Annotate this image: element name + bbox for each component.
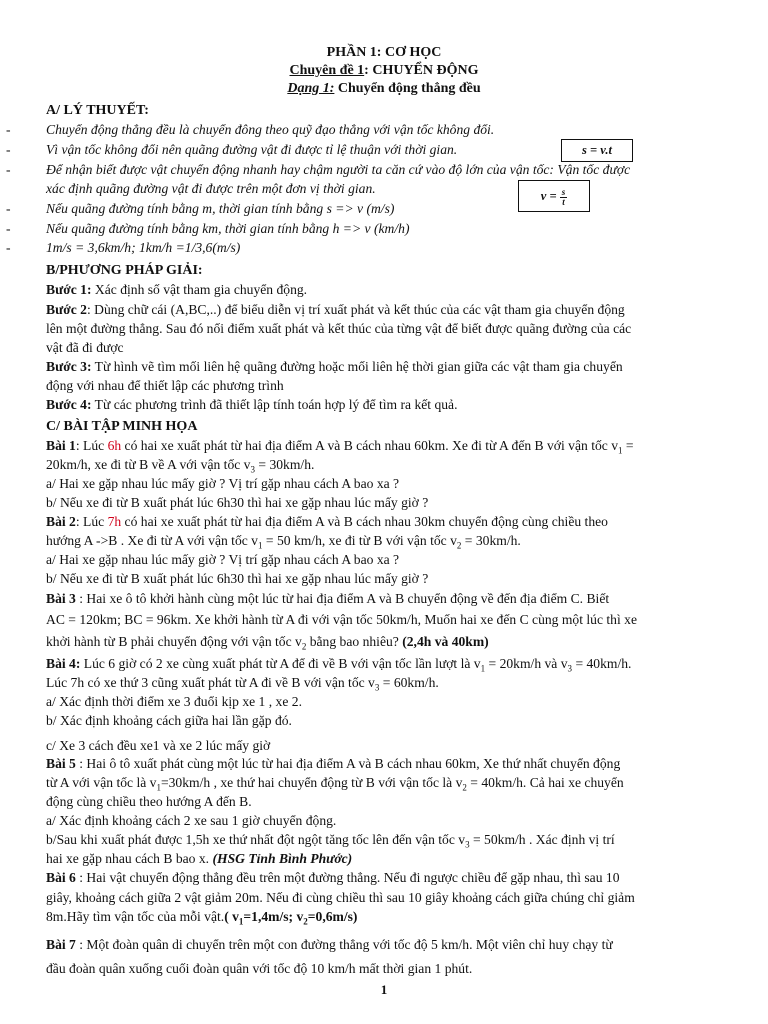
theory-item: - Chuyển động thẳng đều là chuyển đông theo quỹ đạo thẳng với vận tốc không đổi. [6, 122, 495, 137]
theory-item: - Để nhận biết được vật chuyển động nhanh hay chậm người ta căn cứ vào độ lớn của vận tốc: Vận tốc được [6, 162, 631, 177]
exercise-5-question-b: b/Sau khi xuất phát được 1,5h xe thứ nhất đột ngột tăng tốc lên đến vận tốc $v_3 = 50km/h$ . Xác định vị trí [46, 832, 615, 850]
exercises-heading: C/ BÀI TẬP MINH HỌA [46, 419, 198, 434]
exercise-1-cont: 20km/h, xe đi từ B về A với vận tốc $v_3 = 30km/h$. [46, 457, 315, 475]
topic-title [0, 62, 768, 79]
exercise-1-question-a: a/ Hai xe gặp nhau lúc mấy giờ ? Vị trí gặp nhau cách A bao xa ? [46, 476, 400, 491]
exercise-5: Bài 5 : Hai ô tô xuất phát cùng một lúc từ hai địa điểm A và B cách nhau 60km, Xe thứ nhất chuyển động [46, 756, 621, 771]
method-step-cont: lên một đường thẳng. Sau đó nối điểm xuất phát và kết thúc của từng vật để biết được quãng đường của các [46, 321, 632, 336]
theory-heading: A/ LÝ THUYẾT: [46, 103, 149, 118]
exercise-3-cont: AC = 120km; BC = 96km. Xe khởi hành từ A đi với vận tốc 50km/h, Muốn hai xe đến C cùng một lúc thì xe [46, 612, 637, 627]
method-heading: B/PHƯƠNG PHÁP GIẢI: [46, 263, 203, 278]
exercise-2-question-b: b/ Nếu xe đi từ B xuất phát lúc 6h30 thì hai xe gặp nhau lúc mấy giờ ? [46, 571, 429, 586]
exercise-6-cont: 8m.Hãy tìm vận tốc của mỗi vật.( $v_1=1,4m/s$; $v_2=0,6m/s$) [46, 909, 358, 927]
exercise-1: Bài 1: Lúc 6h có hai xe xuất phát từ hai địa điểm A và B cách nhau 60km. Xe đi từ A đến B với vận tốc $v_1$ = [46, 438, 634, 456]
exercise-4-cont: Lúc 7h có xe thứ 3 cũng xuất phát từ A đi về B với vận tốc $v_3 = 60km/h$. [46, 675, 439, 693]
exercise-7-cont: đầu đoàn quân xuống cuối đoàn quân với tốc độ 10 km/h mất thời gian 1 phút. [46, 961, 473, 976]
formula-distance: s = v.t [561, 139, 633, 162]
exercise-6: Bài 6 : Hai vật chuyển động thẳng đều trên một đường thẳng. Nếu đi ngược chiều để gặp nhau, thì sau 10 [46, 870, 620, 885]
exercise-5-source: (HSG Tỉnh Bình Phước) [212, 851, 353, 866]
theory-item: - 1m/s = 3,6km/h; 1km/h =1/3,6(m/s) [6, 240, 241, 255]
type-title [0, 80, 768, 97]
exercise-2-cont: hướng A ->B . Xe đi từ A với vận tốc $v_1 = 50$ km/h, xe đi từ B với vận tốc $v_2 = 30km/h$. [46, 533, 521, 551]
method-step: Bước 3: Từ hình vẽ tìm mối liên hệ quãng đường hoặc mối liên hệ thời gian giữa các vật tham gia chuyển [46, 359, 623, 374]
page-number: 1 [380, 982, 388, 997]
exercise-4: Bài 4: Lúc 6 giờ có 2 xe cùng xuất phát từ A để đi về B với vận tốc lần lượt là $v_1 = 20km/h$ và $v_3 = 40km/h$. [46, 656, 632, 674]
theory-item: - Nếu quãng đường tính bằng m, thời gian tính bằng s => v (m/s) [6, 201, 395, 216]
exercise-4-question-c: c/ Xe 3 cách đều xe1 và xe 2 lúc mấy giờ [46, 738, 271, 753]
method-step-cont: động với nhau để thiết lập các phương trình [46, 378, 284, 393]
theory-item: xác định quãng đường vật đi được trên một đơn vị thời gian. [46, 181, 376, 196]
method-step: Bước 4: Từ các phương trình đã thiết lập tính toán hợp lý để tìm ra kết quả. [46, 397, 458, 412]
method-step: Bước 2: Dùng chữ cái (A,BC,..) để biểu diễn vị trí xuất phát và kết thúc của các vật tham gia chuyển động [46, 302, 625, 317]
exercise-1-question-b: b/ Nếu xe đi từ B xuất phát lúc 6h30 thì hai xe gặp nhau lúc mấy giờ ? [46, 495, 429, 510]
theory-item: - Nếu quãng đường tính bằng km, thời gian tính bằng h => v (km/h) [6, 221, 410, 236]
exercise-5-cont: từ A với vận tốc là $v_1=30km/h$ , xe thứ hai chuyển động từ B với vận tốc là $v_2 = 40km/h$. Cả hai xe chuyển [46, 775, 624, 793]
formula-velocity: v = $\frac{s}{t}$ [518, 180, 590, 212]
type-label: Dạng 1: [287, 81, 335, 96]
exercise-3-cont: khởi hành từ B phải chuyển động với vận tốc $v_2$ bằng bao nhiêu? (2,4h và 40km) [46, 634, 489, 652]
exercise-6-cont: giây, khoảng cách giữa 2 vật giảm 20m. Nếu đi cùng chiều thì sau 10 giây khoảng cách giữa chúng chỉ giảm [46, 890, 635, 905]
exercise-7: Bài 7 : Một đoàn quân di chuyển trên một con đường thẳng với tốc độ 5 km/h. Một viên chỉ huy chạy từ [46, 937, 613, 952]
topic-name: : CHUYỂN ĐỘNG [364, 63, 479, 78]
exercise-2-question-a: a/ Hai xe gặp nhau lúc mấy giờ ? Vị trí gặp nhau cách A bao xa ? [46, 552, 400, 567]
method-step-cont: vật đã đi được [46, 340, 124, 355]
theory-item: - Vì vận tốc không đổi nên quãng đường vật đi được tỉ lệ thuận với thời gian. [6, 142, 458, 157]
part-title: PHẦN 1: CƠ HỌC [326, 45, 442, 60]
topic-label: Chuyên đề 1 [289, 63, 365, 78]
exercise-5-question-a: a/ Xác định khoảng cách 2 xe sau 1 giờ chuyển động. [46, 813, 337, 828]
type-name: Chuyển động thẳng đều [334, 81, 481, 96]
exercise-4-question-a: a/ Xác định thời điểm xe 3 đuổi kịp xe 1 , xe 2. [46, 694, 302, 709]
exercise-3: Bài 3 : Hai xe ô tô khởi hành cùng một lúc từ hai địa điểm A và B chuyển động về đến địa điểm C. Biết [46, 591, 610, 606]
exercise-5-cont: động cùng chiều theo hướng A đến B. [46, 794, 252, 809]
exercise-2: Bài 2: Lúc 7h có hai xe xuất phát từ hai địa điểm A và B cách nhau 30km chuyển động cùng chiều theo [46, 514, 608, 529]
exercise-5-question-b-cont: hai xe gặp nhau cách B bao x. (HSG Tỉnh Bình Phước) [46, 851, 353, 866]
exercise-4-question-b: b/ Xác định khoảng cách giữa hai lần gặp đó. [46, 713, 292, 728]
method-step: Bước 1: Xác định số vật tham gia chuyển động. [46, 282, 308, 297]
